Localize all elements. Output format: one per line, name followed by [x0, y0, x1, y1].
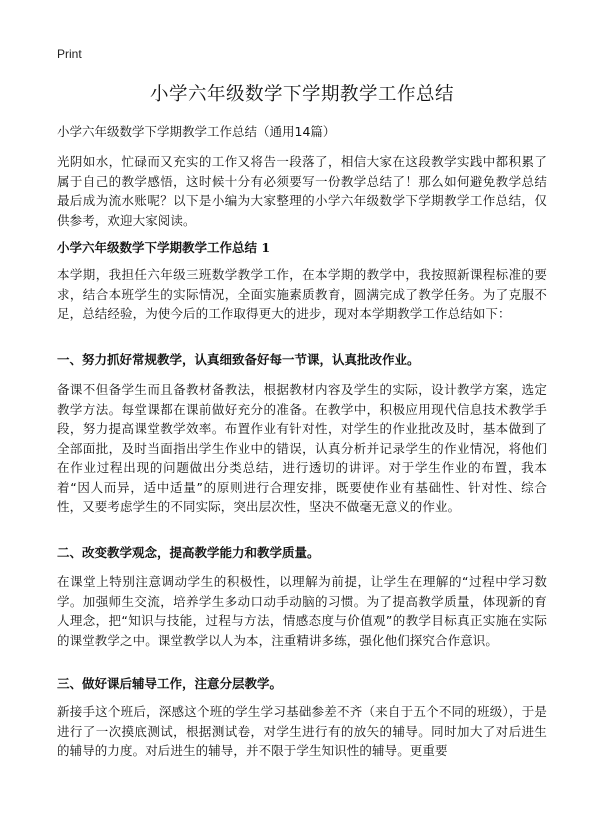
intro-paragraph: 光阴如水，忙碌而又充实的工作又将告一段落了，相信大家在这段教学实践中都积累了属于自己的教学感悟，这时候十分有必须要写一份教学总结了！那么如何避免教学总结最后成为流水账呢？以下是小编为大家整理的小学六年级数学下学期教学工作总结，仅供参考，欢迎大家阅读。: [57, 154, 547, 228]
point-heading-3: 三、做好课后辅导工作，注意分层教学。: [57, 676, 283, 691]
body-paragraph-2: 备课不但备学生而且备教材备教法，根据教材内容及学生的实际，设计教学方案，选定教学方法。每堂课都在课前做好充分的准备。在教学中，积极应用现代信息技术教学手段，努力提高课堂教学效率。布置作业有针对性，对学生的作业批改及时，基本做到了全部面批，及时当面指出学生作业中的错误，认真分析并记录学生的作业情况，将他们在作业过程出现的问题做出分类总结，进行透切的讲评。对于学生作业的布置，我本着“因人而异，适中适量”的原则进行合理安排，既要使作业有基础性、针对性、综合性，又要考虑学生的不同实际，突出层次性，坚决不做毫无意义的作业。: [57, 382, 547, 514]
body-paragraph-3: 在课堂上特别注意调动学生的积极性，以理解为前提，让学生在理解的“过程中学习数学。加强师生交流，培养学生多动口动手动脑的习惯。为了提高教学质量，体现新的育人理念，把“知识与技能，过程与方法，情感态度与价值观”的教学目标真正实施在实际的课堂教学之中。课堂教学以人为本，注重精讲多练，强化他们探究合作意识。: [57, 574, 547, 648]
document-title: 小学六年级数学下学期教学工作总结: [149, 84, 454, 105]
document-subtitle: 小学六年级数学下学期教学工作总结（通用14篇）: [57, 124, 336, 139]
body-paragraph-4: 新接手这个班后，深感这个班的学生学习基础参差不齐（来自于五个不同的班级），于是进行了一次摸底测试，根据测试卷，对学生进行有的放矢的辅导。同时加大了对后进生的辅导的力度。对后进生的辅导，并不限于学生知识性的辅导。更重要: [57, 704, 547, 758]
print-link[interactable]: Print: [57, 47, 82, 61]
body-paragraph-1: 本学期，我担任六年级三班数学教学工作，在本学期的教学中，我按照新课程标准的要求，结合本班学生的实际情况，全面实施素质教育，圆满完成了教学任务。为了克服不足，总结经验，为使今后的工作取得更大的进步，现对本学期教学工作总结如下：: [57, 267, 547, 321]
point-heading-2: 二、改变教学观念，提高教学能力和教学质量。: [57, 545, 320, 560]
section-heading: 小学六年级数学下学期教学工作总结 1: [57, 240, 271, 255]
point-heading-1: 一、努力抓好常规教学，认真细致备好每一节课，认真批改作业。: [57, 352, 420, 367]
